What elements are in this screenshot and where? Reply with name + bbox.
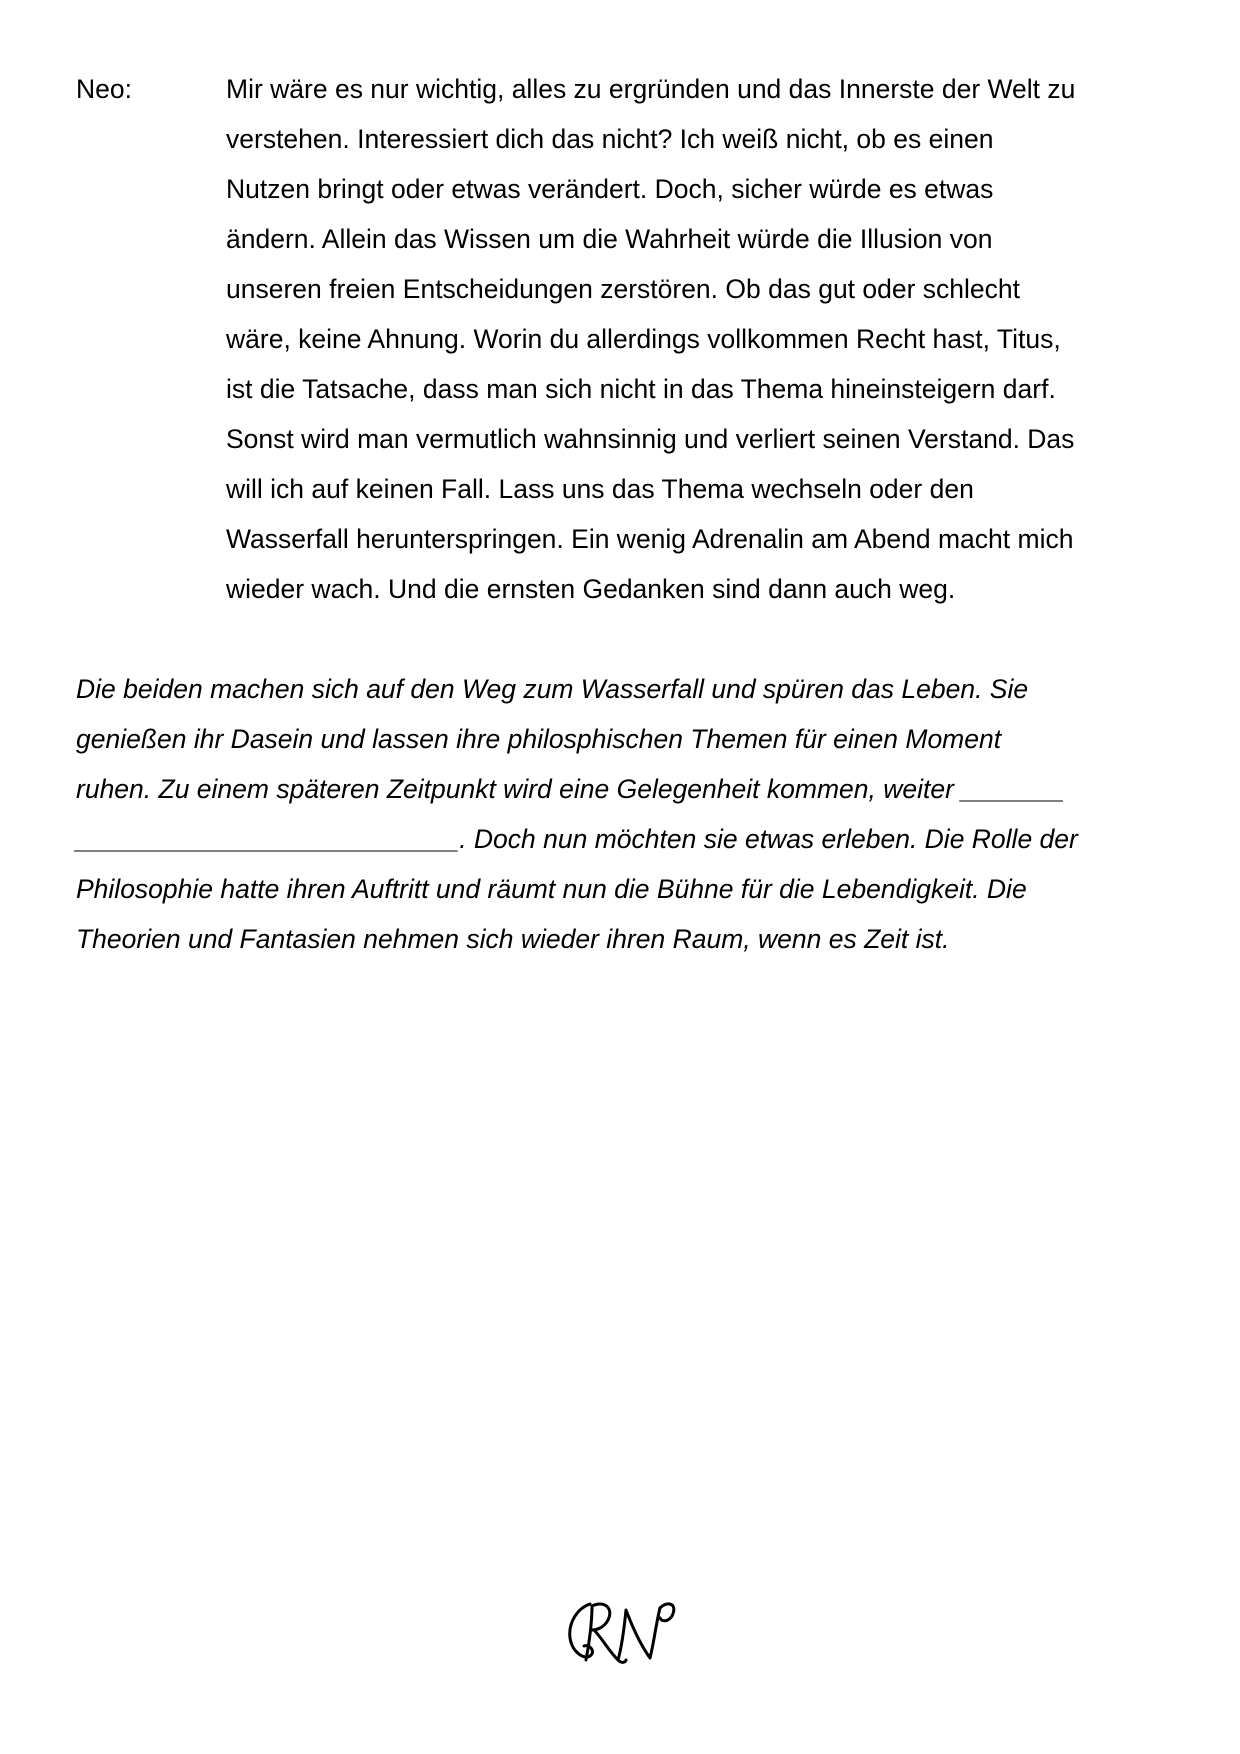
speaker-label: Neo: bbox=[76, 74, 132, 104]
narration-line: Die beiden machen sich auf den Weg zum Wasserfall und spüren das Leben. Sie bbox=[76, 674, 1029, 704]
dialogue-block bbox=[76, 64, 1176, 614]
speech-text bbox=[226, 64, 1176, 614]
speech-line: verstehen. Interessiert dich das nicht? Ich weiß nicht, ob es einen bbox=[226, 124, 994, 154]
speech-line: will ich auf keinen Fall. Lass uns das Thema wechseln oder den bbox=[226, 474, 974, 504]
speech-line: Nutzen bringt oder etwas verändert. Doch, sicher würde es etwas bbox=[226, 174, 994, 204]
narration-paragraph bbox=[76, 664, 1176, 964]
narration-line: ruhen. Zu einem späteren Zeitpunkt wird eine Gelegenheit kommen, weiter _______ bbox=[76, 774, 1065, 804]
speech-line: Mir wäre es nur wichtig, alles zu ergründen und das Innerste der Welt zu bbox=[226, 74, 1076, 104]
speech-line: wieder wach. Und die ernsten Gedanken sind dann auch weg. bbox=[226, 574, 956, 604]
speech-line: Wasserfall herunterspringen. Ein wenig Adrenalin am Abend macht mich bbox=[226, 524, 1074, 554]
speech-line: ist die Tatsache, dass man sich nicht in das Thema hineinsteigern darf. bbox=[226, 374, 1056, 404]
speech-line: ändern. Allein das Wissen um die Wahrheit würde die Illusion von bbox=[226, 224, 993, 254]
rn-signature-logo bbox=[560, 1590, 680, 1670]
narration-line: Philosophie hatte ihren Auftritt und räumt nun die Bühne für die Lebendigkeit. Die bbox=[76, 874, 1027, 904]
speech-line: Sonst wird man vermutlich wahnsinnig und verliert seinen Verstand. Das bbox=[226, 424, 1075, 454]
narration-line: genießen ihr Dasein und lassen ihre philosphischen Themen für einen Moment bbox=[76, 724, 1002, 754]
narration-line: Theorien und Fantasien nehmen sich wieder ihren Raum, wenn es Zeit ist. bbox=[76, 924, 950, 954]
narration-line: __________________________. Doch nun möchten sie etwas erleben. Die Rolle der bbox=[76, 824, 1078, 854]
speech-line: wäre, keine Ahnung. Worin du allerdings vollkommen Recht hast, Titus, bbox=[226, 324, 1061, 354]
speech-line: unseren freien Entscheidungen zerstören. Ob das gut oder schlecht bbox=[226, 274, 1021, 304]
